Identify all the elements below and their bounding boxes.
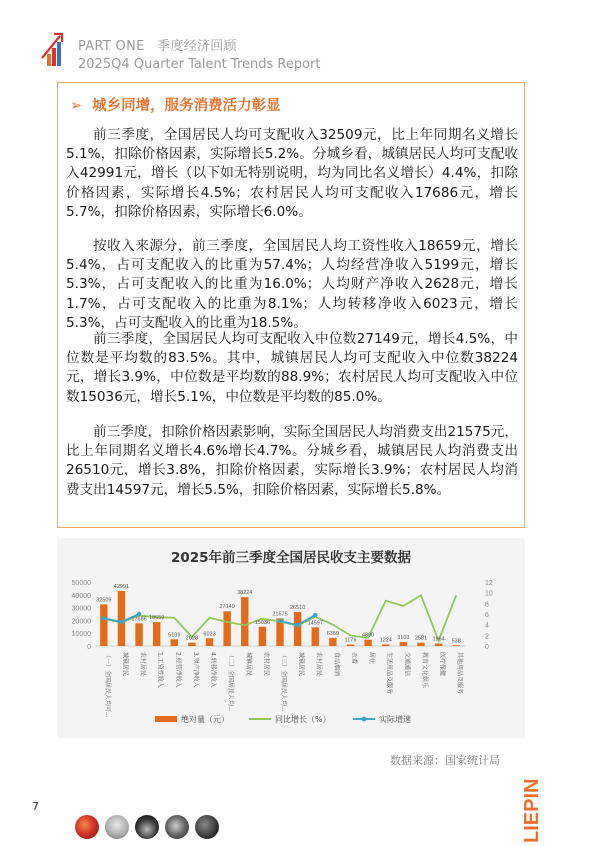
data-label: 1224	[379, 637, 392, 644]
x-tick-label: 城镇居民	[121, 652, 129, 677]
page-number: 7	[32, 800, 39, 813]
y-left-tick: 10000	[71, 631, 91, 639]
bar	[347, 644, 354, 646]
legend-label: 同比增长（%）	[275, 715, 331, 724]
y-right-tick: 12	[485, 580, 493, 587]
x-tick-label: 医疗保健	[438, 652, 446, 677]
x-tick-label: 4.转移净收入	[209, 652, 217, 688]
bar	[382, 644, 389, 646]
x-tick-label: 农村居民	[262, 652, 270, 677]
legend-swatch-absolute	[155, 716, 177, 722]
bar	[312, 627, 319, 646]
x-tick-label: 城镇居民	[244, 652, 252, 677]
data-label: 15036	[254, 619, 271, 626]
bar	[435, 643, 442, 646]
bar	[329, 638, 336, 646]
y-left-tick: 30000	[71, 605, 91, 613]
series-point	[313, 613, 317, 617]
bar	[452, 645, 459, 646]
data-label: 538	[451, 638, 461, 645]
x-tick-label: 2.经营净收入	[174, 652, 182, 688]
svg-text:LIEPIN: LIEPIN	[521, 778, 543, 843]
paragraph-median: 前三季度，全国居民人均可支配收入中位数27149元，增长4.5%，中位数是平均数的83.5%。其中，城镇居民人均可支配收入中位数38224元，增长3.9%，中位数是平均数的88.9%；农村居民人均可支配收入中位数15036元，增长5.1%，中位数是平均数的85.0%。	[66, 331, 518, 405]
bar	[118, 591, 125, 646]
paragraph-income-source: 按收入来源分，前三季度，全国居民人均工资性收入18659元，增长5.4%，占可支配收入的比重为57.4%；人均经营净收入5199元，增长5.3%，占可支配收入的比重为16.0%；人均财产净收入2628元，增长1.7%，占可支配收入的比重为8.1%；人均转移净收入6023元，增长5.3%，占可支配收入的比重为18.5%。	[66, 238, 518, 331]
paragraph-income: 前三季度，全国居民人均可支配收入32509元，比上年同期名义增长5.1%，扣除价格因素，实际增长5.2%。分城乡看，城镇居民人均可支配收入42991元，增长（以下如无特别说明，均为同比名义增长）4.4%，扣除价格因素，实际增长4.5%；农村居民人均可支配收入17686元，增长5.7%，扣除价格因素，实际增长6.0%。	[66, 127, 518, 220]
bar	[206, 638, 213, 646]
bar	[223, 611, 230, 646]
y-right-tick: 2	[485, 633, 489, 641]
data-label: 17686	[131, 616, 147, 623]
bar	[171, 639, 178, 646]
legend-marker-real	[362, 717, 367, 722]
data-label: 27149	[219, 604, 235, 611]
x-tick-label: （二）全国居民人均...	[227, 652, 235, 712]
data-label: 3103	[397, 635, 410, 642]
y-right-tick: 6	[485, 612, 489, 619]
data-label: 6023	[203, 631, 216, 638]
y-right-tick: 4	[485, 622, 489, 630]
x-tick-label: 城镇居民	[297, 652, 305, 677]
page-header	[0, 0, 600, 80]
abstract-image	[195, 815, 219, 839]
data-label: 26510	[289, 605, 306, 612]
y-left-tick: 40000	[71, 592, 91, 600]
flower-image	[75, 815, 99, 839]
bar	[188, 643, 195, 646]
x-tick-label: 居住	[368, 652, 376, 665]
x-tick-label: 农村居民	[315, 652, 323, 677]
chart-svg	[57, 538, 525, 738]
portrait-image	[105, 815, 129, 839]
x-tick-label: 1.工资性收入	[156, 652, 164, 688]
bar	[100, 604, 107, 646]
bar	[259, 627, 266, 646]
data-label: 2628	[185, 635, 199, 642]
article-heading	[70, 94, 281, 115]
data-label: 1964	[432, 636, 445, 643]
y-right-tick: 0	[485, 644, 489, 651]
y-left-tick: 0	[87, 644, 91, 651]
city-image	[135, 815, 159, 839]
series-point	[278, 619, 282, 623]
bar	[294, 612, 301, 646]
series-point	[295, 623, 299, 627]
y-left-tick: 50000	[71, 580, 91, 587]
data-label: 42991	[113, 583, 130, 590]
y-right-tick: 8	[485, 601, 489, 609]
bar	[417, 643, 424, 646]
bar	[364, 640, 371, 646]
data-label: 21575	[272, 611, 288, 618]
architecture-image	[165, 815, 189, 839]
data-label: 14597	[307, 620, 323, 627]
x-tick-label: 生活用品及服务	[385, 652, 393, 695]
data-label: 32509	[96, 597, 112, 604]
y-right-tick: 10	[485, 590, 493, 598]
data-label: 4890	[361, 632, 375, 639]
income-expenditure-chart	[57, 538, 525, 738]
header-section: 季度经济回顾	[157, 39, 237, 54]
header-part-line	[78, 35, 237, 54]
data-label: 18659	[149, 615, 165, 622]
bar	[241, 597, 248, 646]
liepin-brand-logo	[521, 765, 543, 845]
y-left-tick: 20000	[71, 618, 91, 626]
x-tick-label: 教育文化娱乐	[420, 652, 428, 689]
bar	[135, 623, 142, 646]
arrow-bullet-icon: ➢	[70, 98, 83, 114]
x-tick-label: 3.财产净收入	[191, 652, 199, 688]
x-tick-label: 农村居民	[139, 652, 147, 677]
series-point	[119, 620, 123, 624]
paragraph-consumption: 前三季度，扣除价格因素影响，实际全国居民人均消费支出21575元，比上年同期名义增长4.6%增长4.7%。分城乡看，城镇居民人均消费支出26510元，增长3.8%，扣除价格因素，实际增长3.9%；农村居民人均消费支出14597元，增长5.5%，扣除价格因素，实际增长5.8%。	[66, 424, 518, 498]
data-label: 2581	[414, 635, 428, 642]
data-label: 38224	[237, 590, 253, 597]
series-point	[102, 616, 106, 620]
data-label: 5199	[168, 632, 181, 639]
bar-growth-logo-icon	[38, 28, 66, 72]
x-tick-label: 食品烟酒	[332, 652, 340, 677]
x-tick-label: 交通通信	[403, 652, 411, 677]
data-source: 数据来源：国家统计局	[390, 754, 500, 767]
data-label: 6359	[326, 630, 339, 637]
bar	[153, 622, 160, 646]
x-tick-label: （一）全国居民人均可...	[103, 652, 111, 718]
x-tick-label: 衣着	[350, 652, 358, 665]
header-part: PART ONE	[78, 39, 145, 54]
data-label: 1176	[344, 637, 357, 644]
x-tick-label: 其他用品及服务	[456, 652, 464, 695]
article-title: 城乡同增，服务消费活力彰显	[92, 98, 281, 114]
bar	[400, 642, 407, 646]
header-report-title: 2025Q4 Quarter Talent Trends Report	[78, 57, 321, 72]
legend-label: 实际增速	[379, 715, 411, 724]
legend-label: 绝对量（元）	[181, 715, 229, 724]
x-tick-label: （三）全国居民人均...	[280, 652, 287, 712]
chart-title: 2025年前三季度全国居民收支主要数据	[170, 550, 412, 566]
